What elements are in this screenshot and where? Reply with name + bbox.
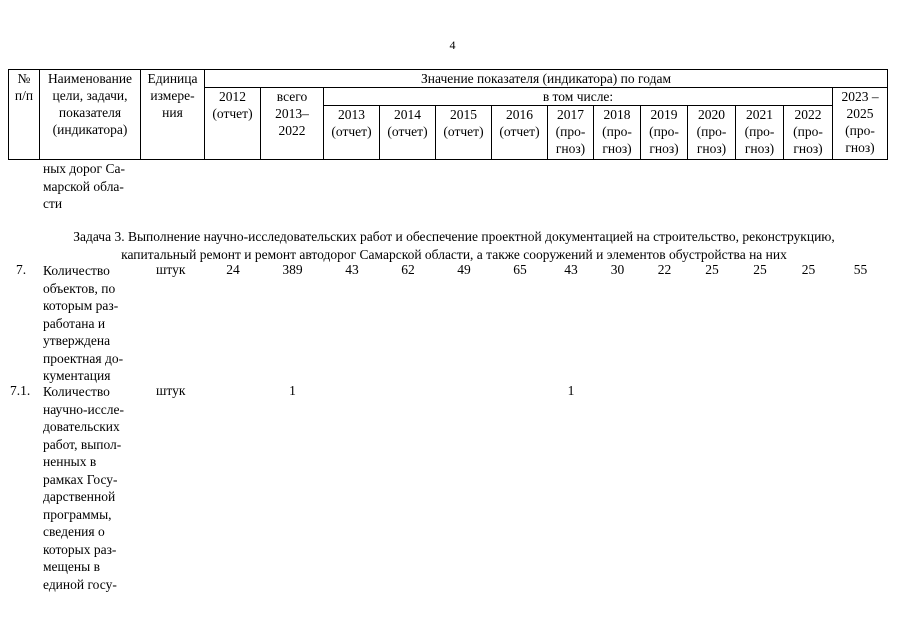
col-2016-header: 2016 (отчет) xyxy=(492,106,548,160)
row-7-value-2020: 25 xyxy=(705,262,719,277)
row-7-1-value-total: 1 xyxy=(289,383,296,398)
row-7-1-unit: штук xyxy=(156,383,186,398)
row-7-value-2021: 25 xyxy=(753,262,767,277)
col-2012-header: 2012 (отчет) xyxy=(205,88,261,160)
row-7-value-2019: 22 xyxy=(657,262,672,277)
row-7-value-2014: 62 xyxy=(401,262,415,277)
task-3-heading: Задача 3. Выполнение научно-исследовательских работ и обеспечение проектной документацией на строительство, реконструкцию, капитальный ремонт и ремонт автодорог Самарской области, а также сооружений и элементов обустройства на них xyxy=(73,229,835,262)
col-2015-header: 2015 (отчет) xyxy=(436,106,492,160)
row-7-1-name: Количество научно-иссле- довательских работ, выпол- ненных в рамках Госу- дарственной программы, сведения о которых раз- мещены в единой госу- xyxy=(43,384,124,592)
col-total-header: всего 2013– 2022 xyxy=(261,88,324,160)
col-2019-header: 2019 (про- гноз) xyxy=(641,106,688,160)
indicator-table-header xyxy=(8,69,888,160)
continuation-text: ных дорог Са- марской обла- сти xyxy=(43,161,125,211)
col-name-header: Наименование цели, задачи, показателя (индикатора) xyxy=(40,70,141,160)
row-7-unit: штук xyxy=(156,262,186,277)
row-7-name: Количество объектов, по которым раз- работана и утверждена проектная до- кументация xyxy=(43,263,124,383)
col-2023-2025-header: 2023 – 2025 (про- гноз) xyxy=(833,88,888,160)
row-7-value-2022: 25 xyxy=(801,262,816,277)
col-2021-header: 2021 (про- гноз) xyxy=(736,106,784,160)
col-2020-header: 2020 (про- гноз) xyxy=(688,106,736,160)
row-7-value-2017: 43 xyxy=(564,262,578,277)
col-2022-header: 2022 (про- гноз) xyxy=(784,106,833,160)
row-7-value-2012: 24 xyxy=(226,262,240,277)
row-7-1-value-2017: 1 xyxy=(567,383,575,398)
col-unit-header: Единица измере- ния xyxy=(141,70,205,160)
row-7-1-number: 7.1. xyxy=(10,383,31,398)
page-number: 4 xyxy=(449,38,456,52)
col-2014-header: 2014 (отчет) xyxy=(380,106,436,160)
including-header: в том числе: xyxy=(324,88,833,106)
row-7-value-2013: 43 xyxy=(345,262,359,277)
values-by-year-header: Значение показателя (индикатора) по годам xyxy=(205,70,888,88)
row-7-value-2015: 49 xyxy=(457,262,471,277)
row-7-value-2023-2025: 55 xyxy=(853,262,868,277)
row-7-value-2016: 65 xyxy=(513,262,527,277)
col-number-header: № п/п xyxy=(9,70,40,160)
row-7-number: 7. xyxy=(16,262,27,277)
row-7-value-total: 389 xyxy=(282,262,303,277)
col-2013-header: 2013 (отчет) xyxy=(324,106,380,160)
col-2017-header: 2017 (про- гноз) xyxy=(548,106,594,160)
row-7-value-2018: 30 xyxy=(610,262,625,277)
col-2018-header: 2018 (про- гноз) xyxy=(594,106,641,160)
